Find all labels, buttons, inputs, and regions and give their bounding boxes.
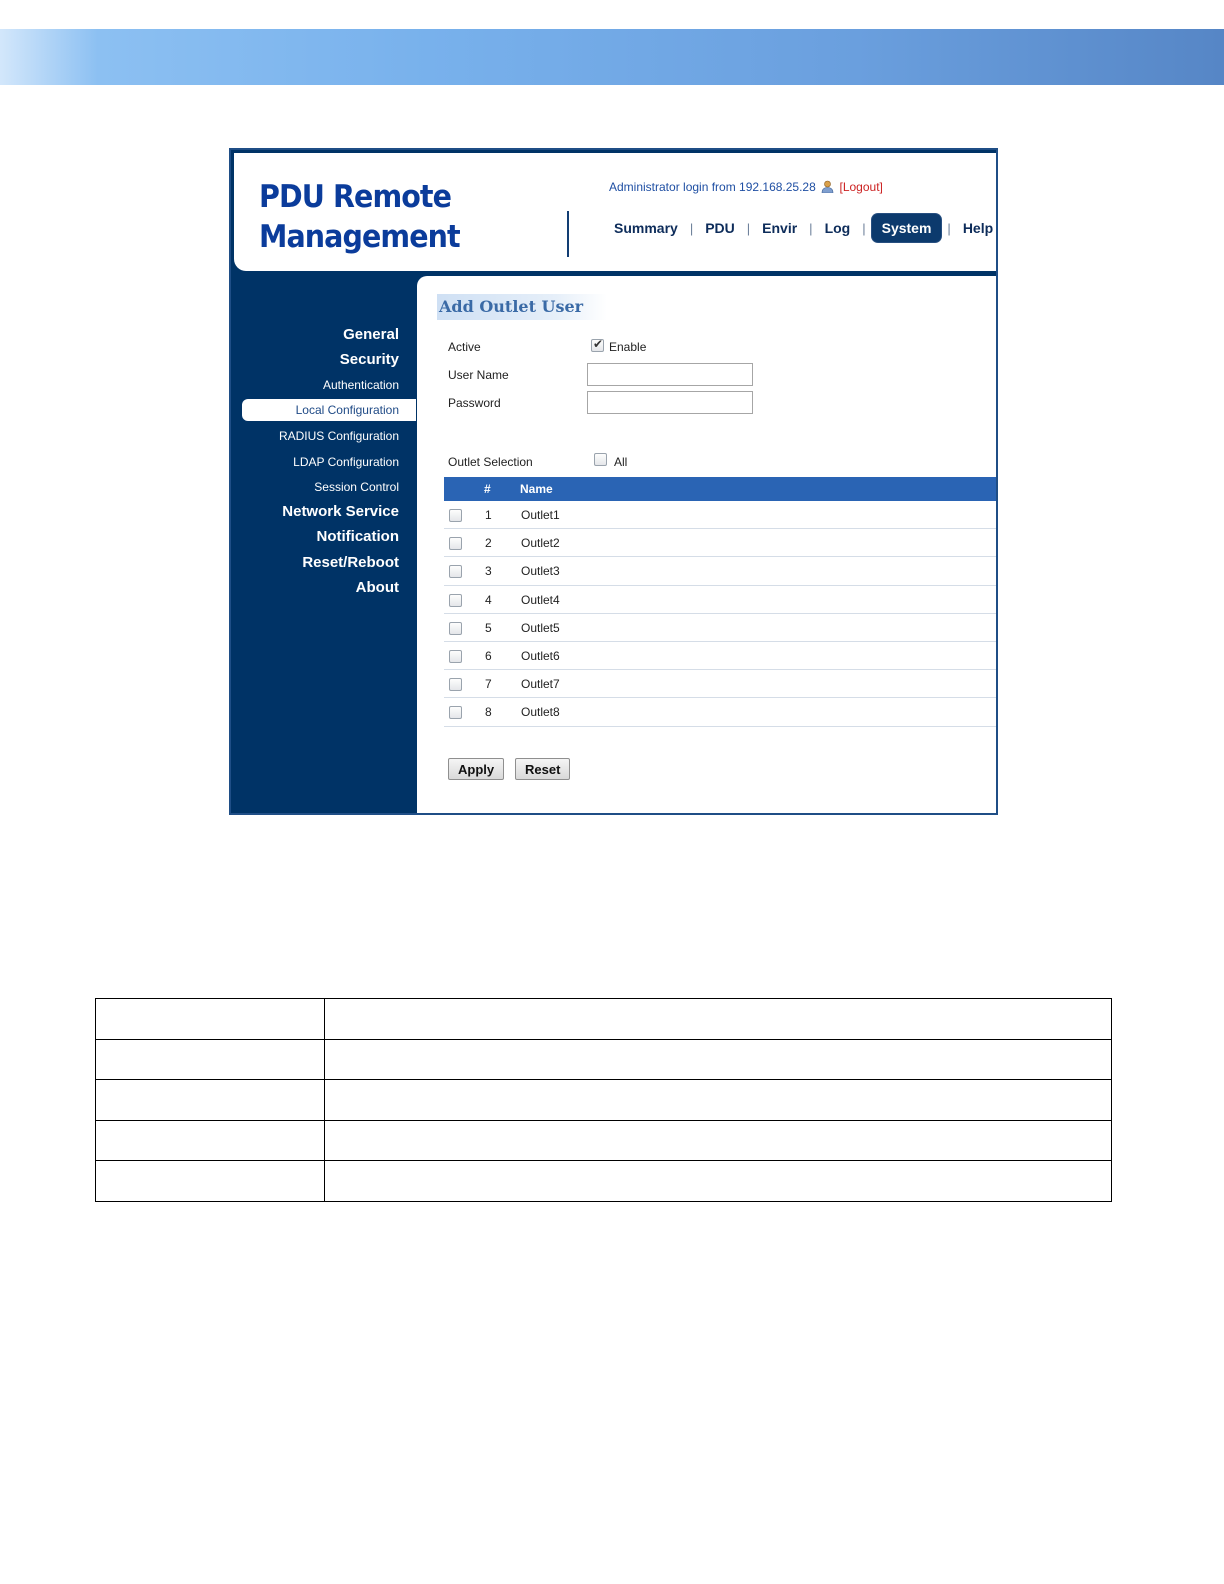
sidebar-item-about[interactable]: About — [355, 579, 399, 596]
outlet-8-checkbox[interactable] — [449, 706, 462, 719]
outlet-number: 1 — [485, 508, 492, 522]
outlet-number: 6 — [485, 648, 492, 663]
table-row — [444, 501, 996, 529]
top-nav — [612, 214, 995, 242]
outlet-2-checkbox[interactable] — [449, 537, 462, 550]
table-row — [444, 529, 996, 557]
sidebar-item-network-service[interactable]: Network Service — [282, 503, 399, 520]
table-row — [444, 586, 996, 614]
outlet-number: 4 — [485, 592, 492, 607]
sidebar-item-local-configuration[interactable]: Local Configuration — [242, 399, 416, 421]
info-table — [95, 998, 1112, 1202]
column-header-number: # — [484, 482, 491, 496]
info-cell — [325, 1120, 1112, 1161]
login-status — [609, 180, 883, 194]
sidebar-item-session-control[interactable]: Session Control — [314, 480, 399, 494]
nav-separator: | — [689, 220, 694, 236]
table-header — [444, 477, 996, 501]
outlet-name: Outlet5 — [521, 620, 560, 635]
outlet-name: Outlet6 — [521, 648, 560, 663]
outlet-4-checkbox[interactable] — [449, 594, 462, 607]
nav-pdu[interactable]: PDU — [705, 220, 735, 236]
table-row — [444, 614, 996, 642]
outlet-7-checkbox[interactable] — [449, 678, 462, 691]
logo-line-2: Management — [259, 219, 460, 255]
info-cell — [325, 1161, 1112, 1202]
logout-link[interactable]: [Logout] — [839, 180, 883, 194]
nav-separator: | — [862, 220, 866, 236]
outlet-1-checkbox[interactable] — [449, 509, 462, 522]
nav-envir[interactable]: Envir — [762, 220, 798, 236]
page-title: Add Outlet User — [437, 294, 607, 320]
nav-summary[interactable]: Summary — [614, 220, 678, 236]
outlet-name: Outlet2 — [521, 536, 560, 551]
sidebar-item-general[interactable]: General — [343, 326, 399, 343]
info-cell — [96, 999, 325, 1040]
table-row — [444, 670, 996, 698]
outlet-name: Outlet8 — [521, 705, 560, 720]
header — [234, 153, 996, 271]
nav-help[interactable]: Help — [962, 220, 994, 236]
sidebar-item-radius-configuration[interactable]: RADIUS Configuration — [278, 429, 399, 443]
outlet-name: Outlet4 — [521, 592, 560, 607]
enable-checkbox[interactable] — [591, 339, 604, 352]
all-label: All — [614, 455, 628, 469]
info-cell — [96, 1039, 325, 1080]
outlet-name: Outlet3 — [521, 564, 560, 579]
outlet-number: 3 — [485, 564, 492, 579]
logo-line-1: PDU Remote — [259, 179, 452, 215]
table-row — [444, 698, 996, 726]
table-row — [96, 999, 1112, 1040]
outlet-selection-label: Outlet Selection — [448, 455, 533, 469]
nav-separator: | — [746, 220, 751, 236]
info-cell — [96, 1161, 325, 1202]
password-input[interactable] — [587, 391, 753, 414]
info-cell — [325, 999, 1112, 1040]
outlet-6-checkbox[interactable] — [449, 650, 462, 663]
table-row — [96, 1120, 1112, 1161]
pdu-window — [229, 148, 998, 815]
outlet-3-checkbox[interactable] — [449, 565, 462, 578]
outlet-5-checkbox[interactable] — [449, 622, 462, 635]
content-panel — [417, 276, 996, 813]
sidebar — [231, 272, 416, 812]
enable-label: Enable — [609, 340, 647, 354]
sidebar-item-security[interactable]: Security — [339, 351, 399, 368]
table-row — [96, 1080, 1112, 1121]
sidebar-item-notification[interactable]: Notification — [316, 528, 399, 545]
logo — [259, 177, 460, 257]
sidebar-item-reset-reboot[interactable]: Reset/Reboot — [302, 554, 399, 571]
reset-button[interactable]: Reset — [515, 758, 570, 780]
table-row — [444, 557, 996, 585]
nav-log[interactable]: Log — [824, 220, 851, 236]
top-banner — [0, 29, 1224, 85]
username-label: User Name — [448, 368, 509, 382]
password-label: Password — [448, 396, 501, 410]
outlet-table — [444, 477, 996, 727]
nav-separator: | — [947, 220, 951, 236]
all-outlets-checkbox[interactable] — [594, 453, 607, 466]
column-header-name: Name — [520, 482, 553, 496]
table-row — [96, 1039, 1112, 1080]
outlet-number: 7 — [485, 677, 492, 692]
sidebar-item-authentication[interactable]: Authentication — [322, 378, 399, 392]
active-label: Active — [448, 340, 481, 354]
table-row — [444, 642, 996, 670]
login-text: Administrator login from 192.168.25.28 — [609, 180, 816, 194]
apply-button[interactable]: Apply — [448, 758, 504, 780]
outlet-number: 5 — [485, 620, 492, 635]
username-input[interactable] — [587, 363, 753, 386]
info-cell — [96, 1120, 325, 1161]
header-divider — [567, 211, 569, 257]
nav-system[interactable]: System — [872, 214, 942, 242]
info-cell — [96, 1080, 325, 1121]
outlet-number: 2 — [485, 536, 492, 551]
sidebar-item-ldap-configuration[interactable]: LDAP Configuration — [293, 455, 399, 469]
table-row — [96, 1161, 1112, 1202]
nav-separator: | — [809, 220, 813, 236]
info-cell — [325, 1039, 1112, 1080]
outlet-name: Outlet1 — [521, 508, 560, 522]
outlet-number: 8 — [485, 705, 492, 720]
outlet-name: Outlet7 — [521, 677, 560, 692]
info-cell — [325, 1080, 1112, 1121]
user-icon — [821, 180, 834, 193]
